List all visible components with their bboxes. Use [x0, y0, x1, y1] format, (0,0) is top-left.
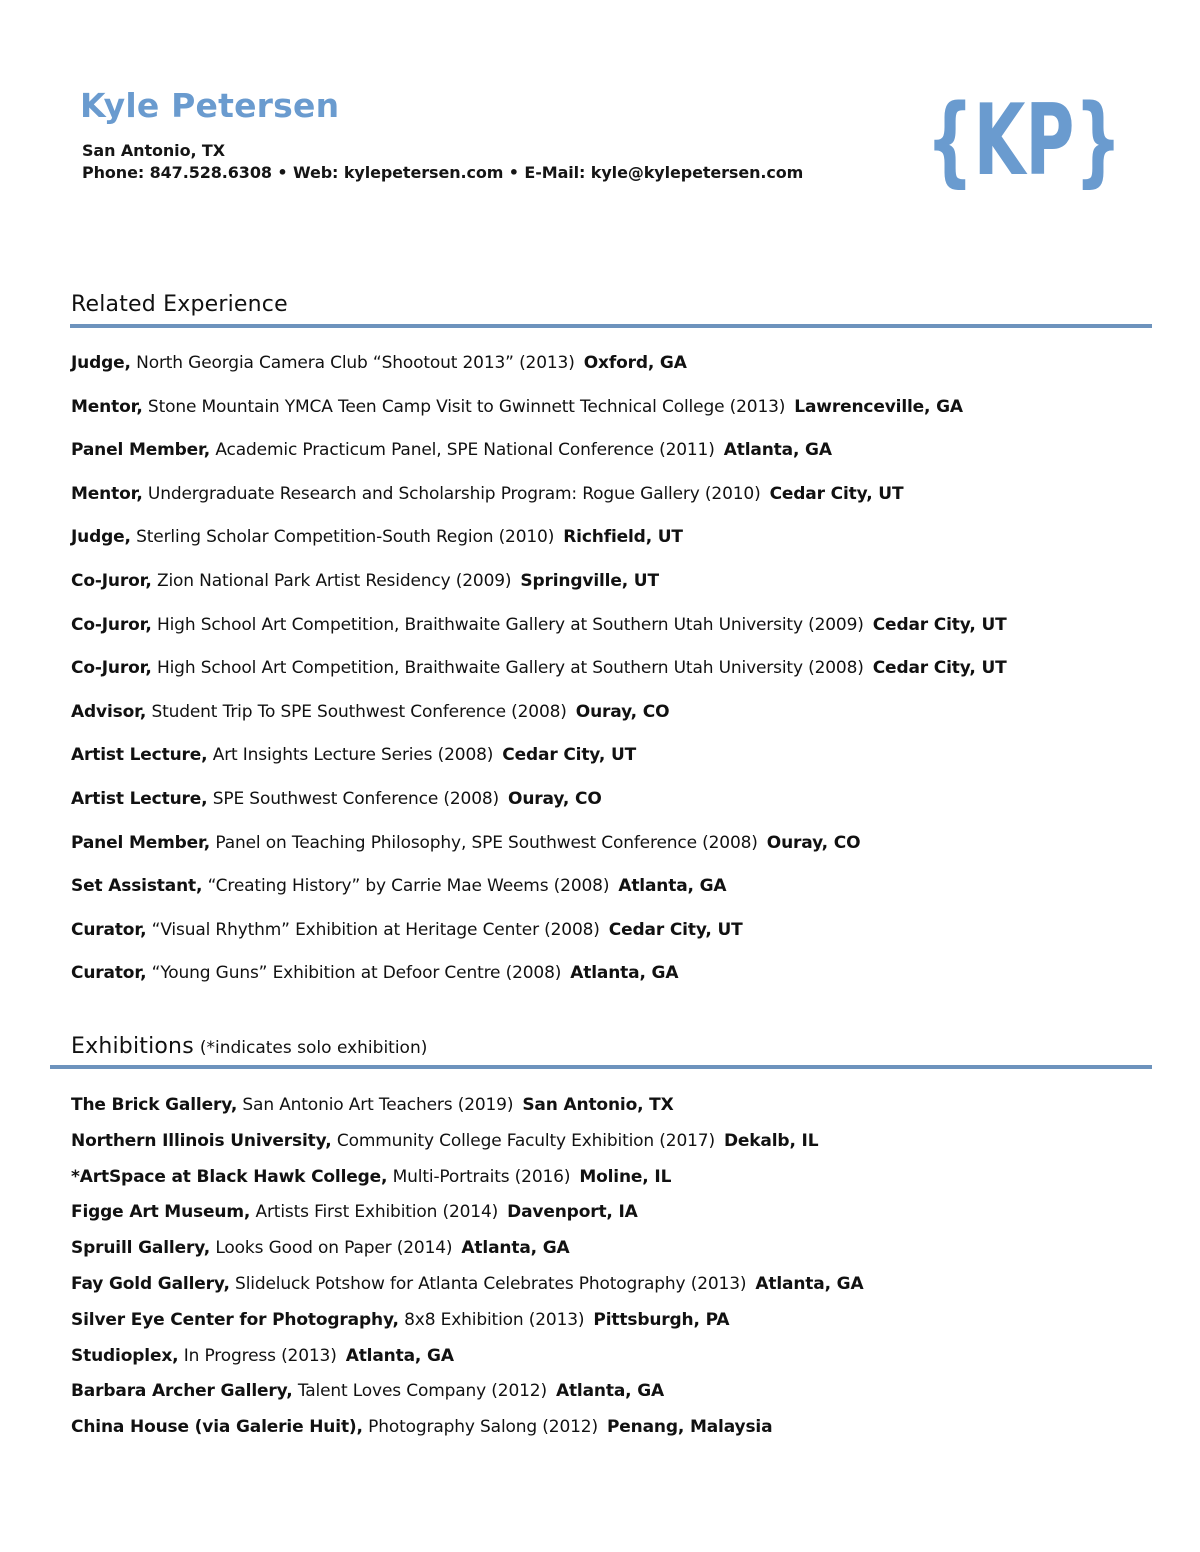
entry-venue: Barbara Archer Gallery,	[71, 1381, 293, 1402]
entry-role: Set Assistant,	[71, 876, 203, 897]
list-item	[71, 483, 1007, 527]
entry-description: Academic Practicum Panel, SPE National Conference (2011)	[215, 440, 715, 461]
entry-venue: Northern Illinois University,	[71, 1130, 332, 1151]
entry-description: “Visual Rhythm” Exhibition at Heritage Center (2008)	[151, 919, 600, 940]
entry-location: Cedar City, UT	[608, 919, 743, 940]
entry-description: Art Insights Lecture Series (2008)	[212, 745, 494, 766]
entry-role: Artist Lecture,	[71, 788, 208, 809]
entry-location: Atlanta, GA	[570, 963, 679, 984]
entry-description: Looks Good on Paper (2014)	[215, 1238, 453, 1259]
entry-description: Stone Mountain YMCA Teen Camp Visit to Gwinnett Technical College (2013)	[147, 396, 786, 417]
entry-location: Lawrenceville, GA	[794, 396, 963, 417]
list-item	[71, 1309, 863, 1345]
section-related-experience-heading	[71, 292, 288, 317]
entry-role: Panel Member,	[71, 440, 211, 461]
list-item	[71, 1380, 863, 1416]
entry-description: Undergraduate Research and Scholarship Program: Rogue Gallery (2010)	[147, 483, 761, 504]
entry-description: San Antonio Art Teachers (2019)	[242, 1095, 514, 1115]
list-item	[71, 570, 1007, 614]
entry-role: Mentor,	[71, 483, 143, 504]
entry-role: Panel Member,	[71, 832, 211, 853]
entry-role: Co-Juror,	[71, 658, 152, 679]
list-item	[71, 657, 1007, 701]
entry-venue: Figge Art Museum,	[71, 1202, 251, 1223]
resume-name: Kyle Petersen	[80, 86, 340, 125]
kp-logo-text: {KP}	[926, 84, 1122, 198]
contact-details: Phone: 847.528.6308 • Web: kylepetersen.com • E-Mail: kyle@kylepetersen.com	[82, 163, 804, 182]
list-item	[71, 1201, 863, 1237]
entry-venue: Studioplex,	[71, 1345, 179, 1366]
entry-role: Judge,	[71, 527, 131, 548]
entry-location: Cedar City, UT	[769, 483, 904, 504]
section-note: (*indicates solo exhibition)	[199, 1038, 428, 1058]
entry-location: Oxford, GA	[583, 353, 687, 373]
kp-logo	[924, 82, 1124, 197]
entry-role: Judge,	[71, 353, 131, 373]
entry-description: Photography Salong (2012)	[368, 1417, 598, 1438]
entry-role: Curator,	[71, 963, 147, 984]
list-item	[71, 1130, 863, 1166]
entry-role: Co-Juror,	[71, 570, 152, 591]
section-title: Exhibitions	[71, 1034, 194, 1059]
entry-description: Multi-Portraits (2016)	[392, 1166, 571, 1187]
entry-venue: China House (via Galerie Huit),	[71, 1417, 363, 1438]
list-item	[71, 1416, 863, 1452]
entry-description: High School Art Competition, Braithwaite Gallery at Southern Utah University (2008)	[156, 658, 864, 679]
entry-location: Penang, Malaysia	[606, 1417, 773, 1438]
entry-venue: Fay Gold Gallery,	[71, 1273, 230, 1294]
entry-role: Curator,	[71, 919, 147, 940]
entry-location: Atlanta, GA	[723, 440, 832, 461]
entry-venue: *ArtSpace at Black Hawk College,	[71, 1166, 388, 1187]
entry-description: Artists First Exhibition (2014)	[255, 1202, 499, 1223]
entry-location: Ouray, CO	[766, 832, 861, 853]
entry-location: Pittsburgh, PA	[593, 1309, 730, 1330]
list-item	[71, 875, 1007, 919]
entry-location: Dekalb, IL	[723, 1130, 819, 1151]
entry-description: In Progress (2013)	[183, 1345, 337, 1366]
list-item	[71, 1273, 863, 1309]
entry-location: San Antonio, TX	[522, 1095, 674, 1115]
entry-description: North Georgia Camera Club “Shootout 2013” (2013)	[136, 353, 575, 373]
list-item	[71, 832, 1007, 876]
entry-location: Ouray, CO	[575, 701, 670, 722]
entry-description: SPE Southwest Conference (2008)	[212, 788, 500, 809]
entry-location: Atlanta, GA	[618, 876, 727, 897]
entry-venue: Silver Eye Center for Photography,	[71, 1309, 399, 1330]
list-item	[71, 962, 1007, 1006]
entry-description: Community College Faculty Exhibition (2017)	[336, 1130, 715, 1151]
entry-location: Springville, UT	[520, 570, 659, 591]
entry-description: “Young Guns” Exhibition at Defoor Centre (2008)	[151, 963, 562, 984]
contact-city: San Antonio, TX	[82, 141, 225, 160]
list-item	[71, 526, 1007, 570]
entry-description: High School Art Competition, Braithwaite Gallery at Southern Utah University (2009)	[156, 614, 864, 635]
entry-location: Cedar City, UT	[872, 614, 1007, 635]
list-item	[71, 396, 1007, 440]
section-exhibitions-heading	[71, 1034, 427, 1059]
entry-location: Cedar City, UT	[872, 658, 1007, 679]
list-item	[71, 439, 1007, 483]
entry-role: Artist Lecture,	[71, 745, 208, 766]
section-title: Related Experience	[71, 292, 288, 317]
entry-description: Zion National Park Artist Residency (2009)	[156, 570, 512, 591]
entry-role: Co-Juror,	[71, 614, 152, 635]
list-item	[71, 352, 1007, 396]
entry-description: 8x8 Exhibition (2013)	[404, 1309, 585, 1330]
entry-location: Atlanta, GA	[345, 1345, 454, 1366]
section-divider	[50, 1065, 1152, 1069]
entry-role: Advisor,	[71, 701, 147, 722]
entry-role: Mentor,	[71, 396, 143, 417]
entry-location: Atlanta, GA	[461, 1238, 570, 1259]
entry-venue: Spruill Gallery,	[71, 1238, 211, 1259]
list-item	[71, 919, 1007, 963]
entry-description: Slideluck Potshow for Atlanta Celebrates Photography (2013)	[235, 1273, 747, 1294]
list-item	[71, 1345, 863, 1381]
entry-location: Davenport, IA	[507, 1202, 638, 1223]
entry-description: Sterling Scholar Competition-South Region (2010)	[136, 527, 555, 548]
entry-description: Panel on Teaching Philosophy, SPE Southwest Conference (2008)	[215, 832, 758, 853]
entry-location: Richfield, UT	[563, 527, 683, 548]
entry-description: Student Trip To SPE Southwest Conference (2008)	[151, 701, 567, 722]
entry-location: Atlanta, GA	[755, 1273, 864, 1294]
entry-location: Cedar City, UT	[502, 745, 637, 766]
entry-location: Moline, IL	[579, 1166, 672, 1187]
list-item	[71, 788, 1007, 832]
related-experience-list	[71, 352, 1007, 1006]
entry-venue: The Brick Gallery,	[71, 1095, 238, 1115]
exhibitions-list	[71, 1094, 863, 1452]
list-item	[71, 701, 1007, 745]
list-item	[71, 614, 1007, 658]
section-divider	[70, 324, 1152, 328]
list-item	[71, 1237, 863, 1273]
entry-location: Ouray, CO	[508, 788, 602, 809]
entry-description: “Creating History” by Carrie Mae Weems (2008)	[207, 876, 610, 897]
entry-location: Atlanta, GA	[555, 1381, 665, 1402]
list-item	[71, 1094, 863, 1130]
list-item	[71, 744, 1007, 788]
entry-description: Talent Loves Company (2012)	[297, 1381, 547, 1402]
list-item	[71, 1166, 863, 1202]
